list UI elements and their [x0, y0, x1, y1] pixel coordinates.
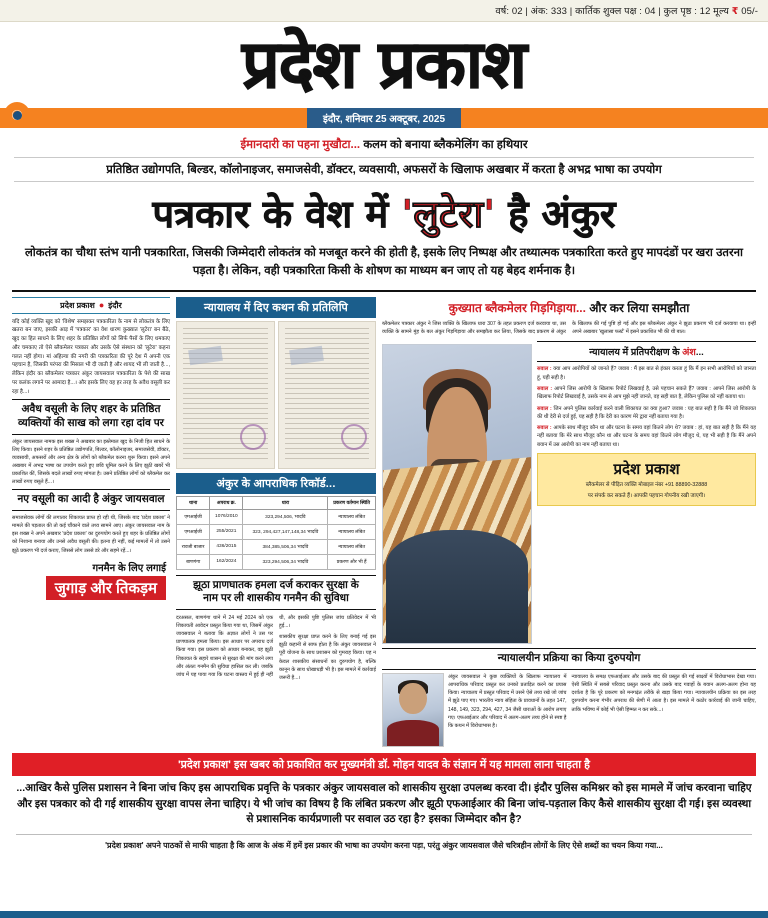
col-crime-no: अपराध क्र.	[210, 496, 243, 509]
rupee-icon: ₹	[731, 6, 739, 17]
table-header-row	[177, 496, 376, 509]
sub-kicker: प्रतिष्ठित उद्योगपति, बिल्डर, कॉलोनाइजर, समाजसेवी, डॉक्टर, व्यवसायी, अफसरों के खिलाफ अखबार में करता है अभद्र भाषा का उपयोग	[14, 157, 754, 182]
sun-logo-icon	[4, 102, 30, 128]
misuse-left-inner	[382, 673, 567, 747]
body-shape	[387, 720, 440, 747]
table-row	[177, 539, 376, 554]
qa-answer: जवाब : हां, यह बात सही है कि मैंने यह नहीं बताया कि मेरे साथ मौजूद कौन था और घटना के समय वहां कितने लोग मौजूद थे, यह भी सही है कि मैंने अपने बयान में उस आरोपी का नाम नहीं बताया था।	[537, 425, 757, 448]
qa-item	[537, 365, 756, 382]
gunman-callout-line2: जुगाड़ और तिकड़म	[46, 576, 166, 600]
cell-sections: 323,294,506,34 भादवि	[243, 554, 328, 569]
gunman-heading-line1: झूठा प्राणघातक हमला दर्ज कराकर सुरक्षा के	[193, 578, 359, 591]
byline-city: इंदौर	[108, 300, 122, 310]
qa-answer: जवाब : मैं इस बात से इंकार करता हूं कि मैं इन सभी आरोपियों को जानता हूं, यही सही है।	[537, 366, 756, 381]
qa-list	[537, 365, 756, 449]
col-thana: थाना	[177, 496, 210, 509]
photo-and-qa	[382, 341, 756, 644]
blackmailer-heading	[382, 297, 756, 320]
court-misuse-block	[382, 673, 756, 747]
contact-box[interactable]	[537, 453, 756, 506]
paragraph: दरअसल, बाणगंगा थाने में 24 मई 2024 को एक शिकायती आवेदन प्रस्तुत किया गया था, जिसमें अंकुर जायसवाल ने बताया कि अज्ञात लोगों ने उस पर प्राणघातक हमला किया। इस आधार पर अपराध दर्ज किया गया। इस प्रकरण को आधार बनाकर, वह झूठी शिकायत के सहारे शासन से सुरक्षा की मांग करने लगा और अंततः गनमैन की सुविधा हासिल कर ली। जबकि जांच में यह पाया गया कि घटना वास्तव में हुई ही नहीं थी, और इसकी पुष्टि पुलिस जांच प्रतिवेदन में भी हुई...।	[176, 614, 376, 678]
left-body-2	[12, 438, 170, 487]
qa-answer: जवाब : यह बात सही है कि मैंने जो शिकायत की थी देरी से दर्ज हुई, यह सही है कि देरी का कारण मेरे द्वारा नहीं बताया गया है।	[537, 405, 757, 420]
coat-shape	[386, 530, 528, 644]
cell-crime-no: 255/2021	[210, 524, 243, 539]
face-shape	[399, 683, 427, 715]
stamp-icon	[341, 424, 367, 450]
contact-line-2: पर संपर्क कर सकते हैं। आपकी पहचान गोपनीय रखी जाएगी।	[587, 492, 706, 499]
cell-crime-no: 436/2015	[210, 539, 243, 554]
misuse-left-col	[382, 673, 567, 747]
qa-question-text: आपने जिस आरोपी के खिलाफ रिपोर्ट लिखवाई है, उसे पहचान सकते हैं?	[552, 385, 695, 392]
paragraph: शासकीय सुरक्षा प्राप्त करने के लिए बनाई गई इस झूठी कहानी से साफ होता है कि अंकुर जायसवाल ने पूरी योजना के साथ प्रशासन को गुमराह किया। यह न केवल शासकीय संसाधनों का दुरुपयोग है, बल्कि कानून के साथ धोखाधड़ी भी है। इस मामले में कार्रवाई जरूरी है...।	[279, 634, 376, 681]
left-subhead-3: नए वसूली का आदी है अंकुर जायसवाल	[12, 489, 170, 511]
contact-line-1: ब्लैकमेलर से पीड़ित व्यक्ति मोबाइल नंबर +91 88890-32888	[585, 482, 708, 489]
col-status: प्रकरण वर्तमान स्थिति	[328, 496, 376, 509]
byline-paper: प्रदेश प्रकाश	[60, 300, 95, 310]
cell-sections: 323,294,506, भादवि	[243, 509, 328, 524]
article-grid	[0, 292, 768, 747]
document-scan-right	[278, 321, 377, 469]
cell-status: न्यायालय लंबित	[328, 509, 376, 524]
paragraph: समाजसेवक लोगों की लगातार शिकायत प्राप्त हो रही थी, जिसके बाद 'प्रदेश प्रकाश' ने मामले की पड़ताल की तो कई चौंकाने वाले तथ्य सामने आए। अंकुर जायसवाल नाम के इस शख्स ने अपने अखबार 'प्रदेश प्रकाश' का दुरुपयोग करते हुए शहर के प्रतिष्ठित लोगों को निशाना बनाया और उनसे अवैध वसूली की। इतना ही नहीं, कई मामलों में तो उसने झूठे प्रकरण भी दर्ज कराए, जिससे लोग उससे डरे और सहमे रहें...।	[12, 515, 170, 554]
blackmailer-heading-red: कुख्यात ब्लैकमेलर गिड़गिड़ाया...	[448, 300, 586, 315]
ankur-jaiswal-portrait	[382, 344, 532, 644]
issue-meta	[495, 4, 758, 17]
court-statement-heading: न्यायालय में दिए कथन की प्रतिलिपि	[176, 297, 376, 318]
issue-meta-text: वर्ष: 02 | अंक: 333 | कार्तिक शुक्ल पक्ष : 04 | कुल पृष्ठ : 12 मूल्य	[495, 6, 732, 17]
cross-exam-heading	[537, 341, 756, 362]
closing-statement: ...आखिर कैसे पुलिस प्रशासन ने बिना जांच किए इस आपराधिक प्रवृत्ति के पत्रकार अंकुर जायसवाल को शासकीय सुरक्षा उपलब्ध करवा दी। इंदौर पुलिस कमिश्नर को इस मामले में जांच करवाना चाहिए और इस पत्रकार को दी गई शासकीय सुरक्षा वापस लेना चाहिए। ये भी जांच का विषय है कि लंबित प्रकरण और झूठी एफआईआर की बिना जांच-पड़ताल किए कैसे शासकीय सुरक्षा दी गई। इस व्यवस्था से प्रशासनिक कार्यप्रणाली पर सवाल उठ रहा है? इसका जिम्मेदार कौन है?	[16, 781, 752, 826]
qa-question-text: आपके साथ मौजूद कौन था और घटना के समय वहां कितने लोग थे?	[551, 425, 681, 432]
kicker-red: ईमानदारी का पहना मुखौटा...	[240, 139, 361, 151]
right-intro	[382, 320, 756, 338]
apology-note: 'प्रदेश प्रकाश' अपने पाठकों से माफी चाहता है कि आज के अंक में हमें इस प्रकार की भाषा का उपयोग करना पड़ा, परंतु अंकुर जायसवाल जैसे चरित्रहीन लोगों के लिए ऐसे शब्दों का चयन किया गया...	[16, 834, 752, 851]
cell-thana: बाणगंगा	[177, 554, 210, 569]
document-scan-left	[176, 321, 275, 469]
cell-crime-no: 162/2024	[210, 554, 243, 569]
bullet-icon: ●	[98, 300, 105, 311]
footer-strip	[0, 911, 768, 918]
price-text: 05/-	[738, 6, 758, 17]
cell-sections: 384,385,506,34 भादवि	[243, 539, 328, 554]
standfirst: लोकतंत्र का चौथा स्तंभ यानी पत्रकारिता, जिसकी जिम्मेदारी लोकतंत्र को मजबूत करने की होती है, इसके लिए निष्पक्ष और तथ्यात्मक पत्रकारिता करते हुए मापदंडों पर खरा उतरना पड़ता है। लेकिन, वही पत्रकारिता किसी के शोषण का माध्यम बन जाए तो यह बेहद शर्मनाक है।	[24, 246, 744, 277]
court-misuse-heading: न्यायालयीन प्रक्रिया का किया दुरुपयोग	[382, 648, 756, 670]
qa-item	[537, 424, 756, 449]
headline-quoted: 'लुटेरा'	[401, 192, 496, 236]
cross-exam-post: ...	[695, 347, 704, 359]
gunman-callout-line1: गनमैन के लिए लगाई	[92, 562, 166, 574]
qa-item	[537, 385, 756, 402]
misuse-right-text	[572, 673, 757, 747]
accused-small-portrait	[382, 673, 444, 747]
byline-dateline	[12, 297, 170, 314]
cell-status: न्यायालय लंबित	[328, 524, 376, 539]
misuse-left-text	[448, 673, 567, 747]
col-sections: धारा	[243, 496, 328, 509]
table-row	[177, 509, 376, 524]
paragraph: ब्लैकमेलर पत्रकार अंकुर ने जिस व्यक्ति के खिलाफ धारा 307 के तहत प्रकरण दर्ज करवाया था, उस व्यक्ति के सामने मुंह के बल अंकुर गिड़गिड़ाया और समझौता कर लिया, जिसके बाद प्रकरण से अंकुर के खिलाफ की गई पुष्टि हो गई और इस ब्लैकमेलर अंकुर ने झूठा प्रकरण भी दर्ज करवाया था। इन्हीं अपने अखबार 'खुलासा फर्स्ट' में इसने प्रकाशित भी की थी बात।	[382, 320, 756, 335]
cross-exam-em: अंश	[682, 347, 696, 359]
court-document-scans	[176, 321, 376, 469]
left-lead-paragraph	[12, 318, 170, 397]
left-subhead-2: अवैध वसूली के लिए शहर के प्रतिष्ठित व्यक्तियों की साख को लगा रहा दांव पर	[12, 399, 170, 434]
left-body-3	[12, 514, 170, 555]
qa-section	[537, 341, 756, 644]
blackmailer-heading-black: और कर लिया समझौता	[585, 300, 690, 315]
qa-question-label: सवाल :	[537, 425, 552, 432]
right-column	[382, 297, 756, 747]
gunman-heading-line2: नाम पर ली शासकीय गनमैन की सुविधा	[203, 592, 349, 605]
cell-thana: एमआईजी	[177, 509, 210, 524]
qa-question-label: सवाल :	[537, 405, 552, 412]
edition-dateline: इंदौर, शनिवार 25 अक्टूबर, 2025	[307, 108, 461, 128]
cross-exam-pre: न्यायालय में प्रतिपरीक्षण के	[589, 347, 683, 359]
gunman-callout	[12, 558, 170, 600]
left-column	[12, 297, 170, 747]
qa-question-text: जिन अपने पुलिस कार्रवाई करने वाली शिकायत का क्या हुआ?	[551, 405, 671, 412]
paragraph: अंकुर जायसवाल नामक इस शख्स ने अखबार का इस्तेमाल खुद के निजी हित साधने के लिए किया। इसने शहर के प्रतिष्ठित उद्योगपति, बिल्डर, कॉलोनाइजर, समाजसेवी, डॉक्टर, व्यवसायी, अफसरों और अन्य क्षेत्र के लोगों को ब्लैकमेल करना शुरू किया। इसने अपने अखबार में अभद्र भाषा का उपयोग करते हुए छवि धूमिल करने के लिए झूठी खबरें भी प्रकाशित कीं, जिसके बदले लाखों रुपए मांगता है। उसने प्रतिष्ठित लोगों को ब्लैकमेल कर लाखों रुपए वसूले हैं...।	[12, 438, 170, 486]
mid-body	[176, 614, 376, 682]
masthead-strip	[0, 108, 768, 128]
headline-pre: पत्रकार के वेश में	[152, 192, 402, 236]
paragraph: यदि कोई व्यक्ति खुद को 'विशेष' समझकर पत्रकारिता के नाम से लोकतंत्र के लिए खतरा बन जाए, इसकी आड़ में 'पत्रकार' का वेश धारण कुख्यात 'लुटेरा' बन बैठे, खुद का हित साधने के लिए शहर के प्रतिष्ठित लोगों को सिर्फ पैसों के लिए धमकाए और चमकाए तो ऐसे ब्लैकमेलर पत्रकार और उसके ऐसे संस्थान को 'लुटेरा' कहना गलत नहीं होगा। मां अहिल्या की नगरी की पत्रकारिता की पूरे देश में अपनी एक पहचान है, जिसकी परंपरा की मिसाल भी दी जाती है और शायद भी ली जाती है..., लेकिन इंदौर का ब्लैकमेलर पत्रकार अंकुर जायसवाल पत्रकारिता के पेशे की साख पर कलंक लगाने पर आमादा है...। और इसके लिए वह हर तरह के अवैध वसूली कर रहा है...।	[12, 318, 170, 395]
cell-status: न्यायालय लंबित	[328, 539, 376, 554]
paragraph: अंकुर जायसवाल ने कुछ व्यक्तियों के खिलाफ न्यायालय में आपराधिक परिवाद प्रस्तुत कर उनको प्रताड़ित करने का प्रयास किया। न्यायालय में प्रस्तुत परिवाद में उसने ऐसे तथ्य रखे जो जांच में झूठे पाए गए। भारतीय न्याय संहिता के प्रावधानों के तहत 147, 148, 149, 323, 294, 427, 34 जैसी धाराओं के आरोप लगाए गए। एफआईआर और परिवाद में अलग-अलग तथ्य होने से स्पष्ट है कि कथन में विरोधाभास है।	[448, 673, 567, 729]
contact-paper-name: प्रदेश प्रकाश	[613, 460, 680, 479]
cell-sections: 323, 294,427,147,148,34 भादवि	[243, 524, 328, 539]
cell-crime-no: 1076/2010	[210, 509, 243, 524]
middle-column	[176, 297, 376, 747]
masthead	[0, 22, 768, 108]
cell-status: प्रकरण और भी हैं	[328, 554, 376, 569]
qa-question-label: सवाल :	[537, 385, 553, 392]
headline-post: है अंकुर	[495, 192, 616, 236]
paper-title: प्रदेश प्रकाश	[242, 26, 526, 103]
page-title	[0, 182, 768, 243]
paragraph: न्यायालय के समक्ष एफआईआर और उसके बाद की प्रस्तुत की गई साक्ष्यों में विरोधाभास देखा गया। ऐसी स्थिति में सबसे परिवाद प्रस्तुत करना और उसके बाद गवाहों के बयान अलग-अलग होना यह दर्शाता है कि पूरे प्रकरण को मनगढ़ंत तरीके से खड़ा किया गया। न्यायालयीन प्रक्रिया का इस तरह दुरुपयोग करना गंभीर अपराध की श्रेणी में आता है। इस मामले में कठोर कार्रवाई की जानी चाहिए, ताकि भविष्य में कोई भी ऐसी हिम्मत न कर सके...।	[571, 673, 756, 713]
qa-question-text: क्या आप आरोपियों को जानते हैं?	[551, 366, 617, 373]
qa-item	[537, 405, 756, 422]
gunman-story-heading	[176, 575, 376, 610]
cell-thana: रावजी बाजार	[177, 539, 210, 554]
kicker	[0, 128, 768, 157]
table-row	[177, 524, 376, 539]
criminal-record-table	[176, 496, 376, 570]
stamp-icon	[240, 424, 266, 450]
top-meta-bar	[0, 0, 768, 22]
kicker-black: कलम को बनाया ब्लैकमेलिंग का हथियार	[360, 139, 528, 151]
criminal-record-heading: अंकुर के आपराधिक रिकॉर्ड...	[176, 473, 376, 494]
cell-thana: एमआईजी	[177, 524, 210, 539]
table-row	[177, 554, 376, 569]
cm-appeal-band: 'प्रदेश प्रकाश' इस खबर को प्रकाशित कर मुख्यमंत्री डॉ. मोहन यादव के संज्ञान में यह मामला लाना चाहता है	[12, 753, 756, 776]
qa-answer: जवाब : आपने जिस आरोपी के खिलाफ रिपोर्ट लिखवाई है, उसके नाम से आप मुझे नहीं जानते, वह सही बात है, लेकिन पुलिस को नहीं बताया था।	[537, 385, 756, 401]
qa-question-label: सवाल :	[537, 366, 552, 373]
